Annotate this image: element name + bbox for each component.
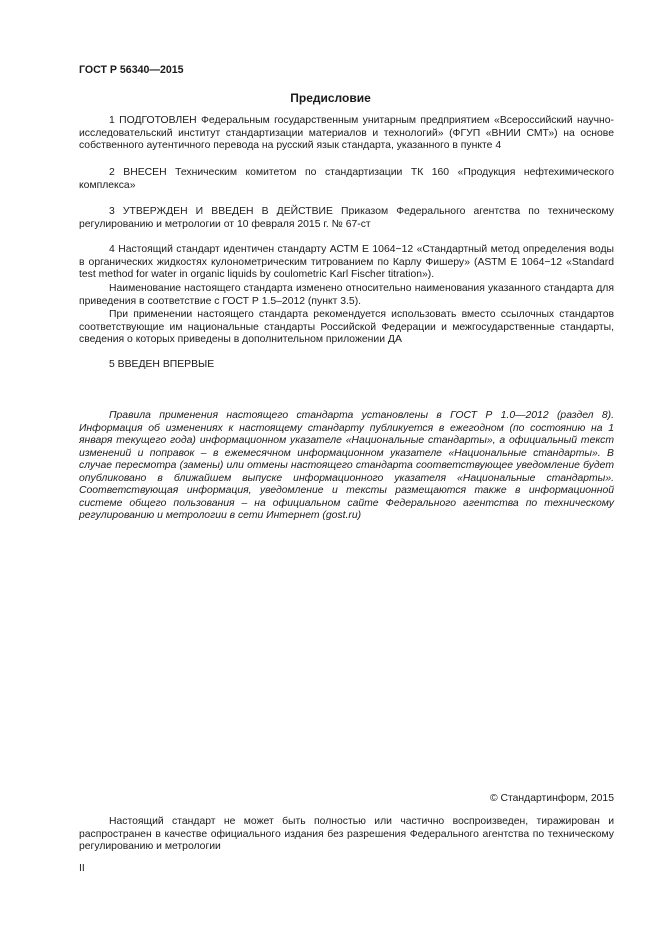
paragraph-first-introduced: 5 ВВЕДЕН ВПЕРВЫЕ (109, 359, 215, 370)
paragraph-introduced: 2 ВНЕСЕН Техническим комитетом по стандартизации ТК 160 «Продукция нефтехимического комплекса» (79, 167, 614, 191)
document-code: ГОСТ Р 56340—2015 (79, 64, 184, 76)
paragraph-references: При применении настоящего стандарта рекомендуется использовать вместо ссылочных стандартов соответствующие им национальные стандарты Российской Федерации и межгосударственные стандарты, сведения о которых приведены в дополнительном приложении ДА (79, 309, 614, 345)
paragraph-prepared: 1 ПОДГОТОВЛЕН Федеральным государственным унитарным предприятием «Всероссийский научно-исследовательский институт стандартизации материалов и технологий» (ФГУП «ВНИИ СМТ») на основе собственного аутентичного перевода на русский язык стандарта, указанного в пункте 4 (79, 115, 614, 151)
paragraph-approved: 3 УТВЕРЖДЕН И ВВЕДЕН В ДЕЙСТВИЕ Приказом Федерального агентства по техническому регулированию и метрологии от 10 февраля 2015 г. № 67-ст (79, 206, 614, 230)
page-number: II (79, 863, 85, 874)
paragraph-name-changed: Наименование настоящего стандарта изменено относительно наименования указанного стандарта для приведения в соответствие с ГОСТ Р 1.5–2012 (пункт 3.5). (79, 283, 614, 307)
reproduction-notice: Настоящий стандарт не может быть полностью или частично воспроизведен, тиражирован и распространен в качестве официального издания без разрешения Федерального агентства по техническому регулированию и метрологии (79, 816, 614, 852)
application-rules-notice: Правила применения настоящего стандарта установлены в ГОСТ Р 1.0—2012 (раздел 8). Информация об изменениях к настоящему стандарту публикуется в ежегодном (по состоянию на 1 января текущего года) информационном указателе «Национальные стандарты», а официальный текст изменений и поправок – в ежемесячном информационном указателе «Национальные стандарты». В случае пересмотра (замены) или отмены настоящего стандарта соответствующее уведомление будет опубликовано в ближайшем выпуске информационного указателя «Национальные стандарты». Соответствующая информация, уведомление и тексты размещаются также в информационной системе общего пользования – на официальном сайте Федерального агентства по техническому регулированию и метрологии в сети Интернет (gost.ru) (79, 410, 614, 521)
page-title: Предисловие (290, 91, 371, 105)
copyright: © Стандартинформ, 2015 (489, 793, 614, 804)
paragraph-identical: 4 Настоящий стандарт идентичен стандарту АСТМ Е 1064−12 «Стандартный метод определения воды в органических жидкостях кулонометрическим титрованием по Карлу Фишеру» (ASTM E 1064−12 «Standard test method for water in organic liquids by coulometric Karl Fischer titration»). (79, 244, 614, 280)
